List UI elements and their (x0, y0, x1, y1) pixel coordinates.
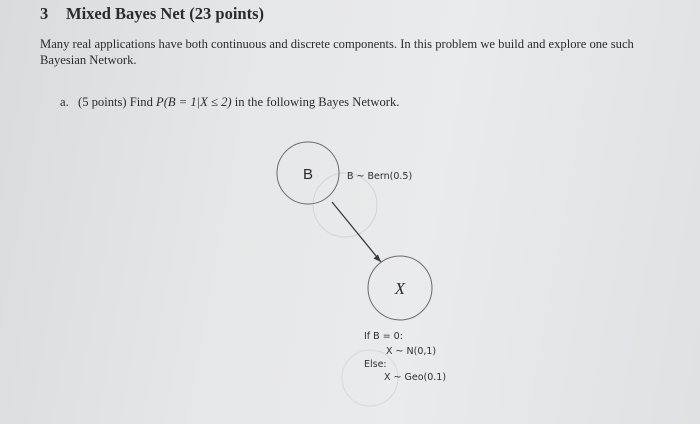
node-x-distribution-else: X ~ Geo(0.1) (384, 372, 447, 383)
problem-title: Mixed Bayes Net (23 points) (66, 4, 264, 23)
node-x-condition-if: If B = 0: (364, 331, 403, 342)
node-x-label: X (394, 279, 406, 298)
bleed-through-circle (313, 173, 377, 237)
part-a-text-suffix: in the following Bayes Network. (231, 95, 400, 109)
node-b-distribution: B ~ Bern(0.5) (347, 171, 413, 182)
node-x-distribution-if: X ~ N(0,1) (386, 346, 437, 357)
node-x-condition-else: Else: (364, 359, 387, 370)
part-a-text-prefix: (5 points) Find (78, 95, 157, 109)
problem-number: 3 (40, 4, 49, 23)
node-b-label: B (302, 166, 314, 183)
part-a-label: a. (60, 95, 69, 109)
problem-intro: Many real applications have both continuous and discrete components. In this problem we build and explore one such Bayesian Network. (40, 37, 634, 67)
edge-arrowhead (374, 255, 382, 263)
edge-b-to-x (332, 202, 381, 262)
part-a-expression: P(B = 1|X ≤ 2) (156, 95, 232, 109)
